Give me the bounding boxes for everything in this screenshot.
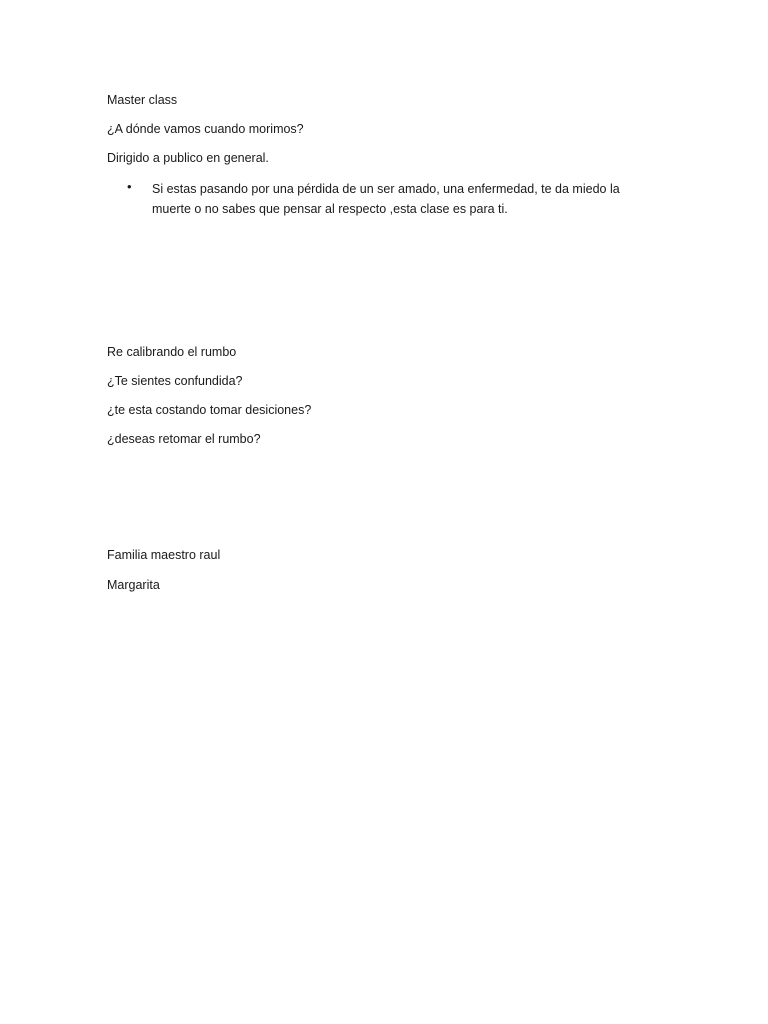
bullet-icon: • (127, 179, 132, 194)
section2-question-1: ¿Te sientes confundida? (107, 374, 243, 388)
section2-title: Re calibrando el rumbo (107, 345, 237, 359)
section2-question-2: ¿te esta costando tomar desiciones? (107, 403, 312, 417)
section3-title: Familia maestro raul (107, 548, 221, 562)
section1-title: Master class (107, 93, 178, 107)
section3-name: Margarita (107, 578, 160, 592)
section2-question-3: ¿deseas retomar el rumbo? (107, 432, 261, 446)
section1-audience: Dirigido a publico en general. (107, 151, 269, 165)
section1-question: ¿A dónde vamos cuando morimos? (107, 122, 304, 136)
bullet-text: Si estas pasando por una pérdida de un ser amado, una enfermedad, te da miedo la muerte o no sabes que pensar al respecto ,esta clase es para ti. (152, 182, 620, 216)
